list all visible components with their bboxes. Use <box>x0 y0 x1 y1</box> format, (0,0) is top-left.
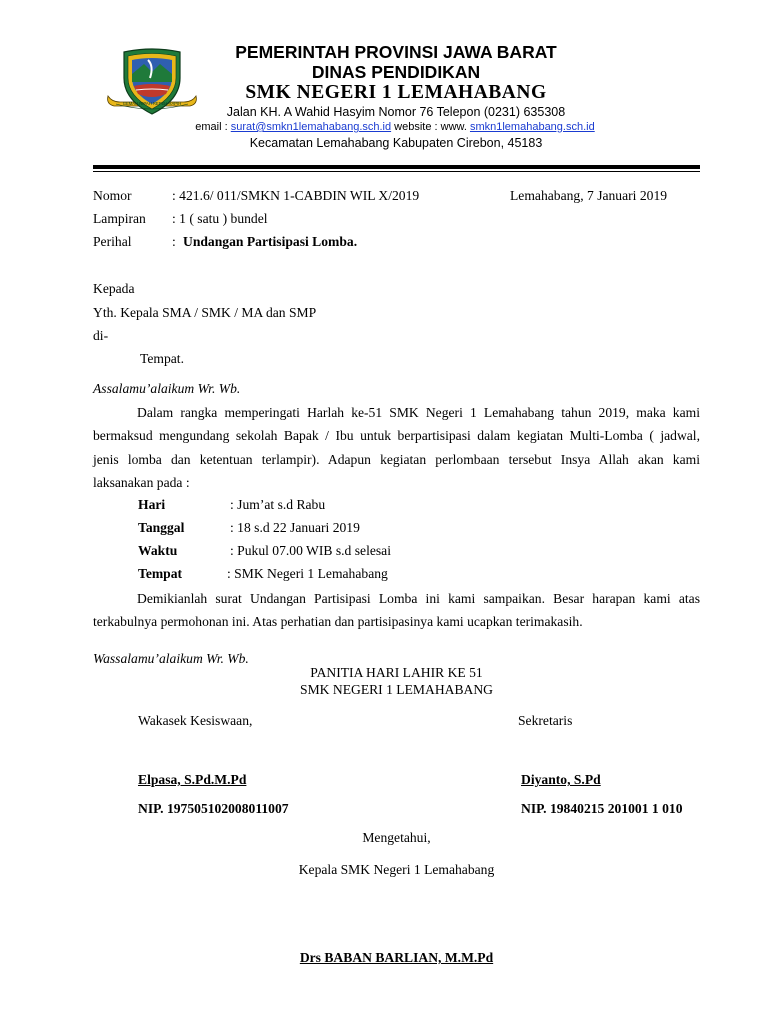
left-signer-nip: NIP. 197505102008011007 <box>138 801 289 816</box>
closing-greeting: Wassalamu’alaikum Wr. Wb. <box>93 651 249 666</box>
recipient-kepada: Kepada <box>93 281 135 296</box>
lampiran-label: Lampiran <box>93 211 146 226</box>
detail-label-tanggal: Tanggal <box>138 520 185 535</box>
header-department: DINAS PENDIDIKAN <box>311 62 481 82</box>
left-signer-name: Elpasa, S.Pd.M.Pd <box>138 772 247 787</box>
header-divider-thick <box>93 165 700 169</box>
head-role: Kepala SMK Negeri 1 Lemahabang <box>298 862 495 877</box>
detail-value-waktu: : Pukul 07.00 WIB s.d selesai <box>230 543 391 558</box>
right-signer-nip: NIP. 19840215 201001 1 010 <box>521 801 683 816</box>
head-name: Drs BABAN BARLIAN, M.M.Pd <box>299 950 494 965</box>
detail-value-tanggal: : 18 s.d 22 Januari 2019 <box>230 520 360 535</box>
detail-label-hari: Hari <box>138 497 166 512</box>
mengetahui-label: Mengetahui, <box>362 830 431 845</box>
paragraph-1 <box>93 401 700 494</box>
nomor-label: Nomor <box>93 188 132 203</box>
paragraph-1-line: jenis lomba dan ketentuan terlampir). Adapun kegiatan perlombaan tersebut Insya Allah akan kami <box>93 451 700 467</box>
recipient-yth: Yth. Kepala SMA / SMK / MA dan SMP <box>93 305 317 320</box>
website-label: website : www. <box>391 121 470 133</box>
paragraph-1-line: Dalam rangka memperingati Harlah ke-51 SMK Negeri 1 Lemahabang tahun 2019, maka kami <box>137 405 700 420</box>
website-link[interactable]: smkn1lemahabang.sch.id <box>469 121 595 133</box>
paragraph-2-line: terkabulnya permohonan ini. Atas perhatian dan partisipasinya kami ucapkan terimakasih. <box>93 614 583 630</box>
paragraph-2 <box>93 587 700 634</box>
paragraph-2-line: Demikianlah surat Undangan Partisipasi Lomba ini kami sampaikan. Besar harapan kami atas <box>137 591 700 606</box>
paragraph-1-line: laksanakan pada : <box>93 474 190 490</box>
committee-title: PANITIA HARI LAHIR KE 51 <box>310 665 483 680</box>
lampiran-value: : 1 ( satu ) bundel <box>172 211 268 226</box>
detail-label-tempat: Tempat <box>138 566 183 581</box>
letter-date: Lemahabang, 7 Januari 2019 <box>510 188 668 203</box>
perihal-label: Perihal <box>93 234 132 249</box>
greeting: Assalamu’alaikum Wr. Wb. <box>93 381 241 396</box>
recipient-di: di- <box>93 328 109 343</box>
detail-label-waktu: Waktu <box>138 543 178 558</box>
perihal-value: Undangan Partisipasi Lomba. <box>183 234 358 249</box>
header-district: Kecamatan Lemahabang Kabupaten Cirebon, 45183 <box>249 136 543 150</box>
email-link[interactable]: surat@smkn1lemahabang.sch.id <box>230 121 392 133</box>
committee-school: SMK NEGERI 1 LEMAHABANG <box>300 682 493 697</box>
right-signer-name: Diyanto, S.Pd <box>521 772 601 787</box>
right-signer-role: Sekretaris <box>518 713 573 728</box>
nomor-value: : 421.6/ 011/SMKN 1-CABDIN WIL X/2019 <box>172 188 420 203</box>
left-signer-role: Wakasek Kesiswaan, <box>138 713 253 728</box>
detail-value-tempat: : SMK Negeri 1 Lemahabang <box>227 566 388 581</box>
header-divider-thin <box>93 171 700 172</box>
header-address: Jalan KH. A Wahid Hasyim Nomor 76 Telepon (0231) 635308 <box>226 105 566 119</box>
header-province: PEMERINTAH PROVINSI JAWA BARAT <box>235 42 557 62</box>
email-label: email : <box>195 121 231 133</box>
recipient-tempat: Tempat. <box>140 351 184 366</box>
logo-motto-text: GEMAH RIPAH REPEH RAPIH <box>122 101 182 106</box>
header-contact <box>145 121 645 133</box>
paragraph-1-line: bermaksud mengundang sekolah Bapak / Ibu untuk berpartisipasi dalam kegiatan Multi-Lomba ( jadwal, <box>93 428 700 444</box>
header-school-name: SMK NEGERI 1 LEMAHABANG <box>245 82 547 103</box>
west-java-emblem-logo <box>104 48 200 120</box>
perihal-colon: : <box>172 234 176 249</box>
detail-value-hari: : Jum’at s.d Rabu <box>230 497 326 512</box>
